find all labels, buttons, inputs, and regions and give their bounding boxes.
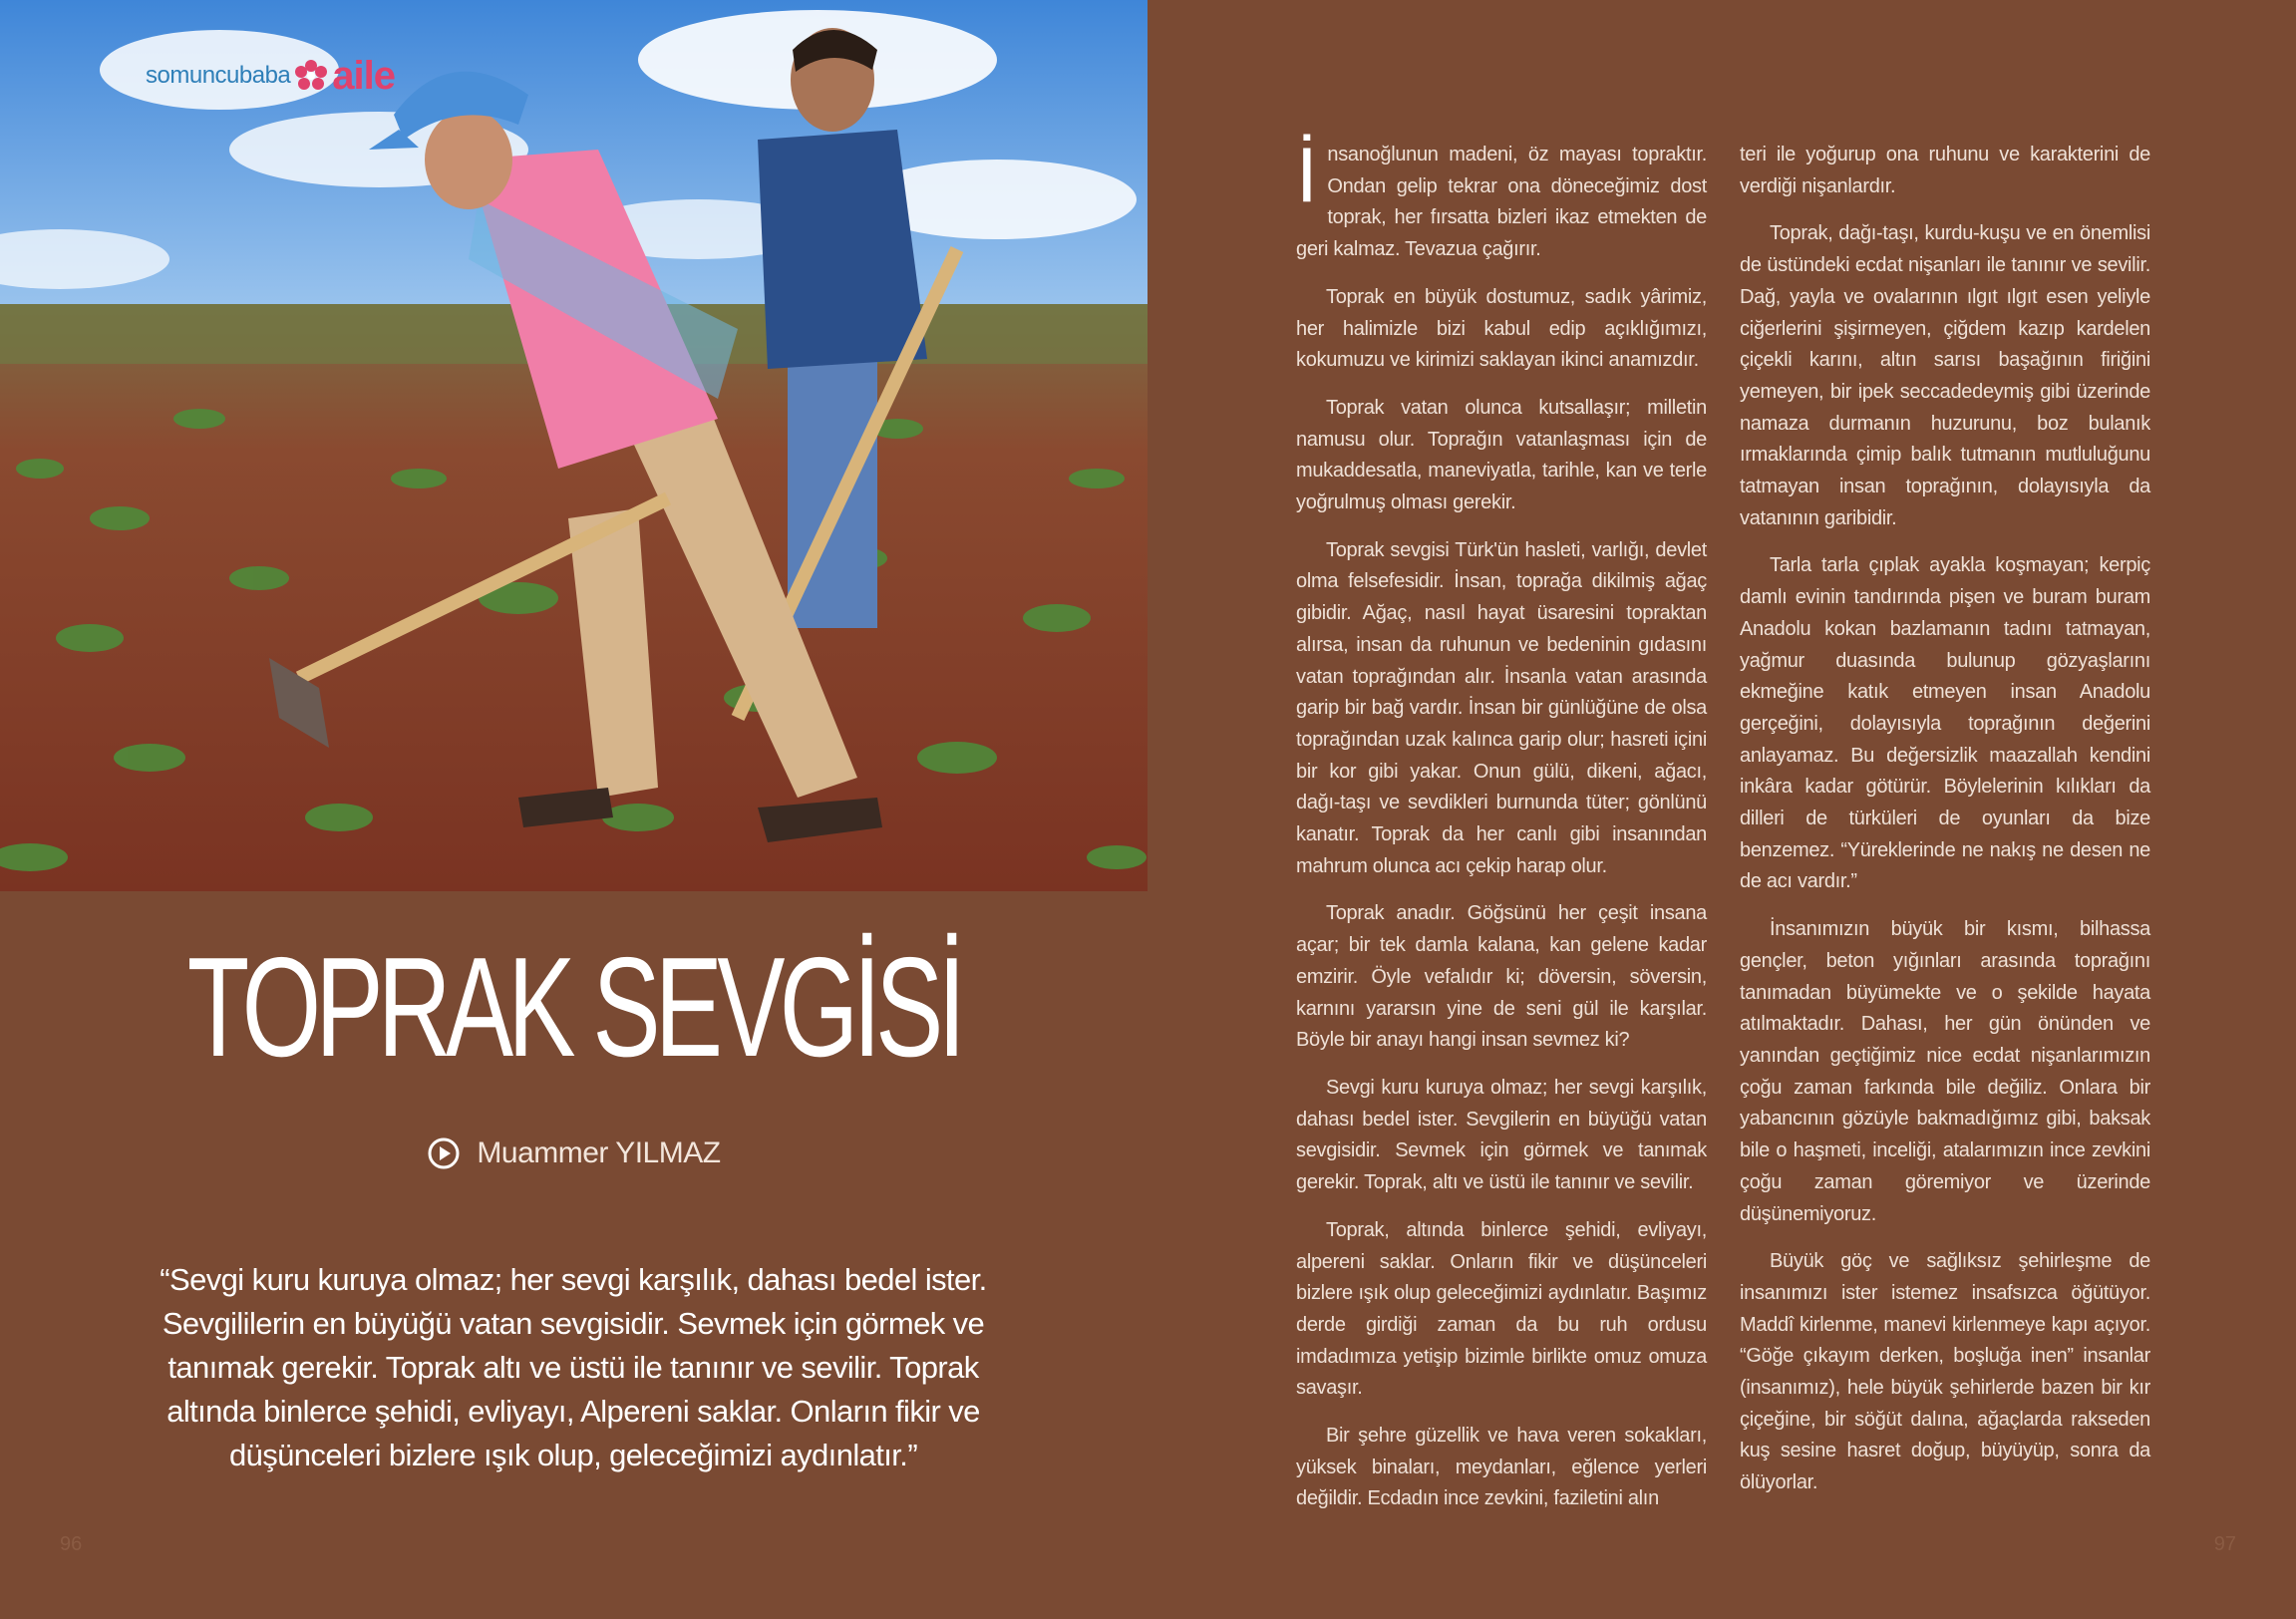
article-column-2: [1740, 140, 2150, 1515]
farm-photo-illustration: [0, 0, 1148, 891]
hero-photo: [0, 0, 1148, 891]
article-title: TOPRAK SEVGİSİ: [186, 928, 961, 1087]
page-number-right: 97: [2213, 1533, 2236, 1555]
paragraph: teri ile yoğurup ona ruhunu ve karakterini de verdiği nişanlardır.: [1740, 144, 2150, 197]
author-name: Muammer YILMAZ: [477, 1136, 721, 1169]
paragraph: Toprak vatan olunca kutsallaşır; milletin namusu olur. Toprağın vatanlaşması için de mukaddesatla, maneviyatla, tarihle, kan ve terle yoğrulmuş olması gerekir.: [1296, 396, 1707, 514]
paragraph: Toprak anadır. Göğsünü her çeşit insana açar; bir tek damla kalana, kan gelene kadar emzirir. Öyle vefalıdır ki; döversin, söversin, karnını yararsın yine de seni gül ile karşılar. Böyle bir anayı hangi insan sevmez ki?: [1296, 902, 1707, 1052]
pull-quote: “Sevgi kuru kuruya olmaz; her sevgi karşılık, dahası bedel ister. Sevgililerin en büyüğü vatan sevgisidir. Sevmek için görmek ve tanımak gerekir. Toprak altı ve üstü ile tanınır ve sevilir. Toprak altında binlerce şehidi, evliyayı, Alpereni saklar. Onların fikir ve düşünceleri bizlere ışık olup, geleceğimizi aydınlatır.”: [160, 1262, 987, 1472]
play-circle-icon: [427, 1136, 461, 1170]
paragraph: Tarla tarla çıplak ayakla koşmayan; kerpiç damlı evinin tandırında pişen ve buram buram Anadolu kokan bazlamanın tadını tatmayan, yağmur duasında bulunup gözyaşlarını ekmeğine katık etmeyen insan Anadolu gerçeğini, dolayısıyla toprağının değerini anlayamaz. Bu değersizlik maazallah kendini inkâra kadar götürür. Böylelerinin kılıkları da dilleri de türküleri de oyunları da bize benzemez. “Yüreklerinde ne nakış ne desen ne de acı vardır.”: [1740, 554, 2150, 893]
paragraph: Toprak sevgisi Türk'ün hasleti, varlığı, devlet olma felsefesidir. İnsan, toprağa dikilmiş ağaç gibidir. Ağaç, nasıl hayat üsaresini topraktan alırsa, insan da ruhunun ve bedeninin gıdasını vatan toprağından alır. İnsanla vatan arasında garip bir bağ vardır. İnsan bir günlüğüne de olsa toprağından uzak kalınca garip olur; hasreti içini bir kor gibi yakar. Onun gülü, dikeni, ağacı, dağı-taşı ve sevdikleri burnunda tüter; gönlünü kanatır. Toprak da her canlı gibi insanından mahrum olunca acı çekip harap olur.: [1296, 538, 1707, 877]
article-column-1: [1296, 131, 1707, 1531]
brand-name: somuncubaba: [146, 62, 291, 89]
paragraph: Sevgi kuru kuruya olmaz; her sevgi karşılık, dahası bedel ister. Sevgilerin en büyüğü vatan sevgisidir. Sevmek için görmek ve tanımak gerekir. Toprak, altı ve üstü ile tanınır ve sevilir.: [1296, 1076, 1707, 1194]
paragraph: Büyük göç ve sağlıksız şehirleşme de insanımızı ister istemez insafsızca öğütüyor. Maddî kirlenme, manevi kirlenmeye kapı açıyor. “Göğe çıkayım derken, boşluğa inen” insanlar (insanımız), hele büyük şehirlerde bazen bir kır çiçeğine, bir söğüt dalına, ağaçlarda rakseden kuş sesine hasret doğup, büyüyüp, sonra da ölüyorlar.: [1740, 1250, 2150, 1494]
page-number-left: 96: [60, 1533, 83, 1555]
flower-icon: [294, 59, 328, 93]
author-line: [0, 1136, 1148, 1170]
brand-accent: aile: [332, 54, 395, 98]
magazine-logo: [146, 56, 395, 96]
paragraph: Toprak, dağı-taşı, kurdu-kuşu ve en önemlisi de üstündeki ecdat nişanları ile tanınır ve sevilir. Dağ, yayla ve ovalarının ılgıt ılgıt esen yeliyle ciğerlerini şişirmeyen, çiğdem kazıp kardelen çiçekli karını, altın sarısı başağının firiğini yemeyen, bir ipek seccadedeymiş gibi üzerinde namaza durmanın huzurunu, boz bulanık ırmaklarında çimip balık tutmanın mutluluğunu tatmayan insan toprağının, dolayısıyla da vatanının garibidir.: [1740, 222, 2150, 529]
paragraph: Bir şehre güzellik ve hava veren sokakları, yüksek binaları, meydanları, eğlence yerleri değildir. Ecdadın ince zevkini, faziletini alın: [1296, 1425, 1707, 1510]
paragraph: Toprak en büyük dostumuz, sadık yârimiz, her halimizle bizi kabul edip açıklığımızı, kokumuzu ve kirimizi saklayan ikinci anamızdır.: [1296, 285, 1707, 372]
paragraph: [1296, 131, 1707, 266]
paragraph: İnsanımızın büyük bir kısmı, bilhassa gençler, beton yığınları arasında toprağını tanımadan büyümekte ve o şekilde hayata atılmaktadır. Dahası, her gün önünden ve yanından geçtiğimiz nice ecdat nişanlarımızın çoğu zaman farkında bile değiliz. Onlara bir yabancının gözüyle bakmadığımız gibi, baksak bile o haşmeti, inceliği, atalarımızın ince zevkini çoğu zaman göremiyor ve üzerinde düşünemiyoruz.: [1740, 918, 2150, 1225]
paragraph-text: nsanoğlunun madeni, öz mayası topraktır. Ondan gelip tekrar ona döneceğimiz dost toprak, her fırsatta bizleri ikaz etmekten de geri kalmaz. Tevazua çağırır.: [1296, 144, 1707, 261]
drop-cap: İ: [1296, 131, 1318, 218]
paragraph: Toprak, altında binlerce şehidi, evliyayı, alpereni saklar. Onların fikir ve düşünceleri bizlere ışık olup geleceğimizi aydınlatır. Başımız derde girdiği zaman da bu ruh ordusu imdadımıza yetişip bizimle birlikte omuz omuza savaşır.: [1296, 1218, 1707, 1400]
